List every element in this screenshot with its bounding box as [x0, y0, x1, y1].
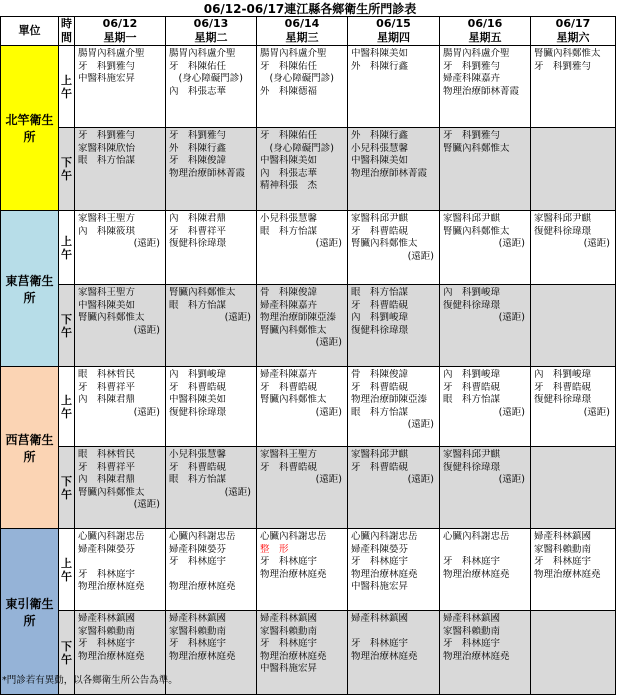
remote-label: (遠距) — [498, 474, 525, 486]
schedule-row — [1, 285, 616, 367]
schedule-cell — [440, 447, 531, 529]
doctor-entry: 牙 科林庭宇 — [169, 638, 227, 650]
doctor-entry: 內 科劉峻瑋 — [534, 369, 592, 380]
period-afternoon — [59, 447, 75, 529]
doctor-entry: 牙 科曹皓硯 — [169, 381, 227, 393]
period-morning — [59, 46, 75, 128]
doctor-entry: 眼 科林哲民 — [78, 449, 136, 460]
remote-label: (遠距) — [315, 238, 342, 250]
doctor-entry: 中醫科陳美如 — [169, 394, 227, 406]
doctor-entry: 家醫科王聖方 — [78, 287, 136, 298]
remote-label: (遠距) — [407, 419, 434, 431]
doctor-entry: 家醫科賴勳南 — [169, 625, 227, 637]
doctor-entry: 牙 科陳佑任 — [260, 60, 318, 72]
doctor-entry: 腎臟內科鄭惟太 — [260, 324, 327, 336]
period-label: 下 — [61, 474, 72, 488]
remote-label: (遠距) — [315, 337, 342, 349]
schedule-row — [1, 46, 616, 128]
remote-label: (遠距) — [583, 238, 610, 250]
doctor-entry: 牙 科劉雅勻 — [443, 60, 501, 72]
doctor-entry: 家醫科邱尹麒 — [443, 213, 501, 224]
doctor-entry: 家醫科邱尹麒 — [534, 213, 592, 224]
doctor-entry: 小兒科張慧馨 — [169, 449, 227, 460]
doctor-entry: 內 科陳筱琪 — [78, 225, 136, 237]
page-title: 06/12-06/17連江縣各鄉衛生所門診表 — [203, 2, 417, 16]
doctor-entry: 牙 科林庭宇 — [534, 556, 592, 568]
doctor-entry: 家醫科賴勳南 — [260, 625, 318, 637]
doctor-entry: 物理治療林庭堯 — [351, 650, 418, 662]
doctor-entry: 牙 科林庭宇 — [443, 556, 501, 568]
doctor-entry: 心臟內科謝忠岳 — [260, 531, 327, 542]
schedule-cell — [75, 529, 166, 611]
doctor-entry: 中醫科陳美如 — [351, 48, 409, 59]
doctor-entry: 家醫科賴勳南 — [443, 625, 501, 637]
doctor-entry: 眼 科林哲民 — [78, 369, 136, 380]
doctor-entry: 物理治療師林菁霞 — [443, 85, 520, 97]
schedule-cell — [166, 611, 257, 695]
doctor-entry: 腸胃內科盧介聖 — [260, 48, 327, 59]
time-header — [59, 17, 75, 46]
day-weekday: 星期六 — [556, 31, 590, 44]
doctor-entry: 腎臟內科鄭惟太 — [260, 394, 327, 406]
time-header-top: 時 — [61, 17, 72, 30]
schedule-cell — [257, 211, 348, 285]
doctor-entry: 小兒科張慧馨 — [351, 142, 409, 154]
doctor-entry: 骨 科陳俊諱 — [351, 369, 409, 380]
doctor-entry: 牙 科曹皓硯 — [351, 461, 409, 473]
schedule-cell — [348, 128, 440, 211]
doctor-entry: 腎臟內科鄭惟太 — [534, 48, 601, 59]
doctor-entry: 復健科徐瑋璟 — [169, 406, 227, 418]
doctor-entry: 腎臟內科鄭惟太 — [78, 312, 145, 324]
doctor-entry: 眼 科方怡謀 — [169, 299, 227, 311]
schedule-cell — [440, 529, 531, 611]
doctor-entry: 物理治療林庭堯 — [78, 650, 145, 662]
doctor-entry: 物理治療師林菁霞 — [169, 167, 246, 179]
schedule-row — [1, 128, 616, 211]
doctor-entry: 家醫科王聖方 — [78, 213, 136, 224]
doctor-entry: 物理治療師陳亞溱 — [260, 312, 337, 324]
doctor-entry: 家醫科邱尹麒 — [443, 449, 501, 460]
doctor-entry: 婦產科陳嫈芬 — [351, 543, 409, 555]
unit-name: 西莒衛生所 — [1, 367, 59, 529]
doctor-entry: 眼 科方怡謀 — [443, 394, 501, 406]
doctor-entry: 婦產科陳嫈芬 — [78, 543, 136, 555]
period-label: 午 — [61, 569, 72, 583]
doctor-entry: 內 科陳君鼎 — [169, 213, 227, 224]
doctor-entry: 中醫科施宏昇 — [351, 581, 409, 593]
day-weekday: 星期二 — [194, 31, 228, 44]
remote-label: (遠距) — [133, 406, 160, 418]
schedule-cell — [257, 367, 348, 447]
schedule-cell — [75, 447, 166, 529]
day-date: 06/12 — [102, 17, 138, 30]
doctor-entry: 內 科劉峻瑋 — [443, 369, 501, 380]
doctor-entry: 骨 科陳俊諱 — [260, 287, 318, 298]
schedule-cell — [440, 46, 531, 128]
schedule-cell — [75, 211, 166, 285]
remote-label: (遠距) — [133, 238, 160, 250]
doctor-entry: 家醫科賴勳南 — [534, 543, 592, 555]
doctor-entry: 物理治療師林菁霞 — [351, 167, 428, 179]
doctor-entry: 物理治療師陳亞溱 — [351, 394, 428, 406]
unit-name: 東引衛生所 — [1, 529, 59, 695]
day-header — [166, 17, 257, 46]
period-label: 上 — [61, 234, 72, 248]
doctor-entry: 牙 科陳俊諱 — [169, 155, 227, 167]
doctor-entry: 外 科陳行鑫 — [351, 60, 409, 72]
time-header-bottom: 間 — [61, 31, 72, 44]
doctor-entry: 牙 科曹皓硯 — [169, 461, 227, 473]
doctor-entry: 腎臟內科鄭惟太 — [443, 142, 510, 154]
doctor-entry: 內 科陳君鼎 — [78, 394, 136, 406]
doctor-entry: 家醫科陳欣怡 — [78, 142, 136, 154]
doctor-entry: 牙 科林庭宇 — [443, 638, 501, 650]
period-label: 上 — [61, 556, 72, 570]
doctor-entry: 復健科徐瑋璟 — [443, 461, 501, 473]
doctor-entry: 外 科陳行鑫 — [169, 142, 227, 154]
day-header — [440, 17, 531, 46]
doctor-entry: 牙 科劉雅勻 — [78, 130, 136, 141]
schedule-cell — [75, 367, 166, 447]
day-header — [348, 17, 440, 46]
doctor-entry: 眼 科方怡謀 — [78, 155, 136, 167]
schedule-cell — [440, 367, 531, 447]
doctor-entry: 中醫科陳美如 — [260, 155, 318, 167]
doctor-entry: 腎臟內科鄭惟太 — [351, 238, 418, 250]
doctor-entry: 復健科徐瑋璟 — [443, 299, 501, 311]
remote-label: (遠距) — [133, 499, 160, 511]
period-label: 上 — [61, 393, 72, 407]
doctor-entry: 腎臟內科鄭惟太 — [169, 287, 236, 298]
doctor-entry: 牙 科陳佑任 — [260, 130, 318, 141]
day-weekday: 星期四 — [377, 31, 410, 44]
remote-label: (遠距) — [407, 250, 434, 262]
doctor-entry: 眼 科方怡謀 — [260, 225, 318, 237]
schedule-cell — [531, 529, 616, 611]
schedule-cell — [166, 128, 257, 211]
doctor-entry: 婦產科陳嘉卉 — [260, 369, 318, 380]
doctor-entry: 內 科劉峻瑋 — [169, 369, 227, 380]
schedule-cell — [440, 285, 531, 367]
doctor-entry: 物理治療林庭堯 — [443, 650, 510, 662]
schedule-cell — [531, 611, 616, 695]
doctor-entry: 整 形 — [260, 543, 289, 555]
day-date: 06/14 — [284, 17, 320, 30]
doctor-entry: 內 科張志華 — [169, 85, 227, 97]
doctor-entry: 心臟內科謝忠岳 — [78, 531, 145, 542]
doctor-entry: 眼 科方怡謀 — [169, 474, 227, 486]
remote-label: (遠距) — [498, 312, 525, 324]
schedule-cell — [348, 46, 440, 128]
doctor-entry: 牙 科曹皓硯 — [351, 299, 409, 311]
day-weekday: 星期五 — [468, 31, 502, 44]
doctor-entry: 中醫科施宏昇 — [260, 663, 318, 675]
doctor-entry: 家醫科邱尹麒 — [351, 449, 409, 460]
doctor-entry: 眼 科方怡謀 — [351, 287, 409, 298]
schedule-cell — [348, 611, 440, 695]
doctor-entry: 復健科徐瑋璟 — [351, 324, 409, 336]
doctor-entry: 牙 科劉雅勻 — [443, 130, 501, 141]
doctor-entry: 婦產科林鎮國 — [351, 613, 409, 624]
doctor-entry: (身心障礙門診) — [169, 73, 243, 85]
schedule-cell — [257, 46, 348, 128]
schedule-cell — [75, 46, 166, 128]
footnote: *門診若有異動，以各鄉衛生所公告為準。 — [2, 675, 178, 686]
period-label: 午 — [61, 325, 72, 339]
schedule-cell — [75, 128, 166, 211]
schedule-cell — [257, 447, 348, 529]
doctor-entry: 復健科徐瑋璟 — [534, 225, 592, 237]
doctor-entry: 物理治療林庭堯 — [260, 650, 327, 662]
period-label: 午 — [61, 169, 72, 182]
doctor-entry: 腸胃內科盧介聖 — [78, 48, 145, 59]
doctor-entry: 牙 科曹皓硯 — [260, 461, 318, 473]
doctor-entry: 眼 科方怡謀 — [351, 406, 409, 418]
doctor-entry: 牙 科林庭宇 — [260, 556, 318, 568]
remote-label: (遠距) — [315, 406, 342, 418]
period-morning — [59, 211, 75, 285]
schedule-cell — [531, 447, 616, 529]
schedule-cell — [531, 46, 616, 128]
doctor-entry: 中醫科陳美如 — [351, 155, 409, 167]
period-afternoon — [59, 128, 75, 211]
period-label: 下 — [61, 312, 72, 326]
doctor-entry: 牙 科劉雅勻 — [169, 130, 227, 141]
doctor-entry: 物理治療林庭堯 — [443, 568, 510, 580]
schedule-cell — [440, 128, 531, 211]
day-date: 06/16 — [467, 17, 503, 30]
header-row — [1, 17, 616, 46]
doctor-entry: 婦產科林鎮國 — [443, 613, 501, 624]
doctor-entry: 牙 科林庭宇 — [78, 568, 136, 580]
doctor-entry: 物理治療林庭堯 — [534, 568, 601, 580]
clinic-schedule-table — [0, 16, 616, 695]
schedule-cell — [257, 611, 348, 695]
schedule-row — [1, 367, 616, 447]
doctor-entry: 牙 科曹祥平 — [78, 381, 136, 393]
doctor-entry: 心臟內科謝忠岳 — [351, 531, 418, 542]
day-header — [531, 17, 616, 46]
day-date: 06/13 — [193, 17, 229, 30]
remote-label: (遠距) — [583, 406, 610, 418]
day-date: 06/15 — [376, 17, 411, 30]
doctor-entry: 牙 科曹祥平 — [169, 225, 227, 237]
unit-name: 北竿衛生所 — [1, 46, 59, 211]
doctor-entry — [169, 569, 255, 582]
schedule-cell — [348, 367, 440, 447]
period-morning — [59, 367, 75, 447]
schedule-cell — [348, 285, 440, 367]
doctor-entry — [443, 544, 529, 557]
period-label: 午 — [61, 86, 72, 100]
day-header — [75, 17, 166, 46]
schedule-cell — [166, 529, 257, 611]
period-morning — [59, 529, 75, 611]
doctor-entry: 內 科劉峻瑋 — [443, 287, 501, 298]
period-label: 午 — [61, 247, 72, 261]
schedule-cell — [531, 211, 616, 285]
remote-label: (遠距) — [133, 324, 160, 336]
period-label: 午 — [61, 652, 72, 666]
day-weekday: 星期一 — [103, 31, 137, 44]
doctor-entry: 牙 科劉雅勻 — [534, 60, 592, 72]
remote-label: (遠距) — [498, 406, 525, 418]
doctor-entry: 牙 科曹皓硯 — [351, 225, 409, 237]
doctor-entry: 家醫科賴勳南 — [78, 625, 136, 637]
doctor-entry: 婦產科陳嫈芬 — [169, 543, 227, 555]
schedule-cell — [531, 128, 616, 211]
schedule-cell — [531, 285, 616, 367]
schedule-cell — [166, 447, 257, 529]
schedule-cell — [531, 367, 616, 447]
schedule-row — [1, 529, 616, 611]
period-label: 下 — [61, 156, 72, 169]
schedule-cell — [166, 46, 257, 128]
doctor-entry: 牙 科陳佑任 — [169, 60, 227, 72]
doctor-entry: 中醫科施宏昇 — [78, 73, 136, 85]
schedule-cell — [75, 285, 166, 367]
doctor-entry: 復健科徐瑋璟 — [169, 238, 227, 250]
doctor-entry: 物理治療林庭堯 — [78, 581, 145, 593]
schedule-cell — [166, 285, 257, 367]
doctor-entry: (身心障礙門診) — [260, 142, 334, 154]
unit-header-label: 單位 — [18, 24, 41, 37]
doctor-entry: 物理治療林庭堯 — [169, 581, 236, 593]
doctor-entry: 牙 科林庭宇 — [169, 556, 227, 568]
doctor-entry: 牙 科曹皓硯 — [534, 381, 592, 393]
schedule-row — [1, 447, 616, 529]
doctor-entry: 腸胃內科盧介聖 — [169, 48, 236, 59]
doctor-entry: 婦產科林鎮國 — [169, 613, 227, 624]
doctor-entry — [351, 626, 438, 639]
doctor-entry: 腎臟內科鄭惟太 — [78, 486, 145, 498]
doctor-entry: 腎臟內科鄭惟太 — [443, 225, 510, 237]
remote-label: (遠距) — [315, 474, 342, 486]
doctor-entry: 牙 科劉雅勻 — [78, 60, 136, 72]
period-label: 上 — [61, 73, 72, 87]
doctor-entry: (身心障礙門診) — [260, 73, 334, 85]
period-label: 午 — [61, 406, 72, 420]
doctor-entry: 內 科陳君鼎 — [78, 474, 136, 486]
unit-name: 東莒衛生所 — [1, 211, 59, 367]
doctor-entry: 牙 科林庭宇 — [78, 638, 136, 650]
doctor-entry: 精神科張 杰 — [260, 180, 318, 192]
doctor-entry: 物理治療林庭堯 — [260, 568, 327, 580]
doctor-entry: 外 科陳行鑫 — [351, 130, 409, 141]
schedule-cell — [348, 211, 440, 285]
day-header — [257, 17, 348, 46]
schedule-cell — [257, 285, 348, 367]
day-weekday: 星期三 — [285, 31, 319, 44]
doctor-entry: 婦產科陳嘉卉 — [443, 73, 501, 85]
doctor-entry: 婦產科林鎮國 — [78, 613, 136, 624]
doctor-entry: 物理治療林庭堯 — [351, 568, 418, 580]
schedule-row — [1, 211, 616, 285]
doctor-entry: 牙 科曹皓硯 — [260, 381, 318, 393]
doctor-entry: 心臟內科謝忠岳 — [443, 531, 510, 542]
remote-label: (遠距) — [224, 486, 251, 498]
doctor-entry: 內 科張志華 — [260, 167, 318, 179]
remote-label: (遠距) — [407, 474, 434, 486]
schedule-cell — [257, 128, 348, 211]
doctor-entry: 家醫科王聖方 — [260, 449, 318, 460]
doctor-entry: 內 科劉峻瑋 — [351, 312, 409, 324]
schedule-body — [1, 46, 616, 695]
day-date: 06/17 — [555, 17, 591, 30]
schedule-cell — [166, 367, 257, 447]
doctor-entry: 牙 科林庭宇 — [351, 638, 409, 650]
schedule-cell — [166, 211, 257, 285]
doctor-entry: 物理治療林庭堯 — [169, 650, 236, 662]
doctor-entry: 家醫科邱尹麒 — [351, 213, 409, 224]
doctor-entry: 婦產科林鎮國 — [260, 613, 318, 624]
schedule-cell — [348, 529, 440, 611]
schedule-cell — [440, 611, 531, 695]
remote-label: (遠距) — [224, 312, 251, 324]
unit-header — [1, 17, 59, 46]
period-label: 下 — [61, 639, 72, 653]
doctor-entry: 婦產科林鎮國 — [534, 531, 592, 542]
doctor-entry: 中醫科陳美如 — [78, 299, 136, 311]
schedule-cell — [440, 211, 531, 285]
doctor-entry: 小兒科張慧馨 — [260, 213, 318, 224]
doctor-entry: 牙 科曹皓硯 — [351, 381, 409, 393]
doctor-entry: 復健科徐瑋璟 — [534, 394, 592, 406]
doctor-entry: 牙 科曹皓硯 — [443, 381, 501, 393]
doctor-entry — [78, 556, 164, 569]
doctor-entry: 婦產科陳嘉卉 — [260, 299, 318, 311]
schedule-cell — [257, 529, 348, 611]
remote-label: (遠距) — [498, 238, 525, 250]
period-label: 午 — [61, 487, 72, 501]
doctor-entry: 外 科陳德福 — [260, 85, 318, 97]
doctor-entry: 心臟內科謝忠岳 — [169, 531, 236, 542]
schedule-cell — [348, 447, 440, 529]
doctor-entry: 牙 科林庭宇 — [260, 638, 318, 650]
doctor-entry: 腸胃內科盧介聖 — [443, 48, 510, 59]
period-afternoon — [59, 285, 75, 367]
doctor-entry: 牙 科曹祥平 — [78, 461, 136, 473]
doctor-entry: 牙 科林庭宇 — [351, 556, 409, 568]
